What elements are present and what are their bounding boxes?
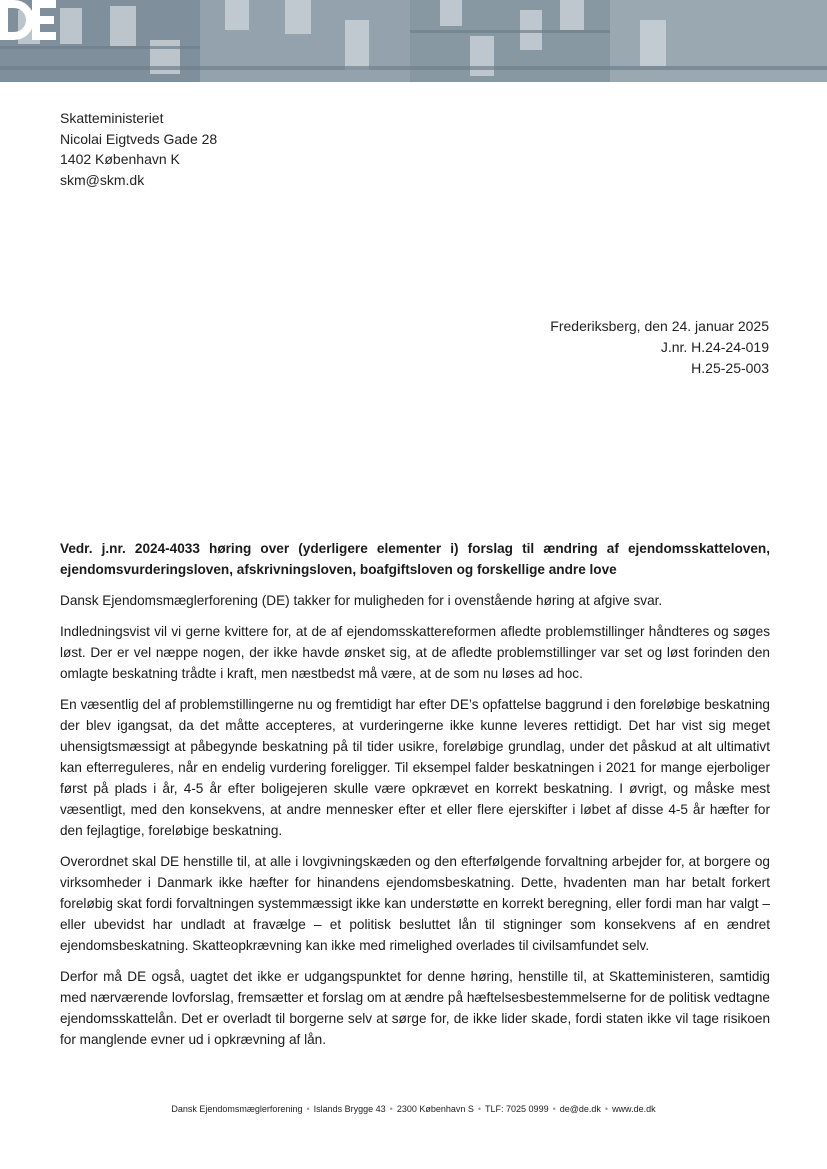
footer-city: 2300 København S: [396, 1104, 474, 1114]
letter-body: [60, 538, 770, 1060]
footer-phone: TLF: 7025 0999: [485, 1104, 549, 1114]
recipient-city: 1402 København K: [60, 151, 180, 167]
recipient-email: skm@skm.dk: [60, 171, 145, 188]
recipient-street: Nicolai Eigtveds Gade 28: [60, 130, 218, 147]
recipient-name: Skatteministeriet: [60, 110, 164, 126]
journal-number-1: J.nr. H.24-24-019: [660, 339, 769, 355]
footer: [0, 1104, 827, 1114]
letter-meta: [550, 316, 769, 379]
paragraph: Overordnet skal DE henstille til, at alle i lovgivningskæden og den efterfølgende forvaltning arbejder for, at borgere og virksomheder i Danmark ikke hæfter for hinandens ejendomsbeskatning. Dette, hvadenten man har betalt forkert foreløbig skat fordi forvaltningen systemmæssigt ikke kan understøtte en korrekt beregning, eller fordi man har valgt – eller ubevidst har undladt at fravælge – et politisk besluttet lån til stigninger som konsekvens af en ændret ejendomsbeskatning. Skatteopkrævning kan ikke med rimelighed overlades til civilsamfundet selv.: [60, 854, 770, 953]
place-date: Frederiksberg, den 24. januar 2025: [550, 318, 769, 334]
journal-number-2: H.25-25-003: [691, 360, 769, 376]
paragraph: Derfor må DE også, uagtet det ikke er udgangspunktet for denne høring, henstille til, at Skatteministeren, samtidig med nærværende lovforslag, fremsætter et forslag om at ændre på hæftelsesbestemmelserne for de politisk vedtagne ejendomsskattelån. Det er overladt til borgerne selv at sørge for, de ikke lider skade, fordi staten ikke vil tage risikoen for manglende evner ud i opkrævning af lån.: [60, 969, 770, 1047]
footer-separator: •: [477, 1104, 482, 1114]
footer-separator: •: [389, 1104, 393, 1114]
paragraph: En væsentlig del af problemstillingerne nu og fremtidigt har efter DE’s opfattelse baggrund i den foreløbige beskatning der blev igangsat, da det måtte accepteres, at vurderingerne ikke kunne leveres rettidigt. Det har vist sig meget uhensigtsmæssigt at påbegynde beskatning på til tider usikre, foreløbige grundlag, under det påskud at alt ultimativt kan efterreguleres, når en endelig vurdering foreligger. Til eksempel falder beskatningen i 2021 for mange ejerboliger først på plads i år, 4-5 år efter boligejeren skulle være opkrævet en korrekt beskatning. I øvrigt, og måske mest væsentligt, med den konsekvens, at andre mennesker efter et eller flere ejerskifter i løbet af disse 4-5 år hæfter for den fejlagtige, foreløbige beskatning.: [60, 697, 770, 838]
paragraph: Indledningsvist vil vi gerne kvittere for, at de af ejendomsskattereformen afledte problemstillinger håndteres og søges løst. Der er vel næppe nogen, der ikke havde ønsket sig, at de afledte problemstillinger var set og løst forinden den omlagte beskatning trådte i kraft, men næstbedst må være, at de som nu løses ad hoc.: [60, 624, 770, 681]
footer-org: Dansk Ejendomsmæglerforening: [171, 1104, 303, 1114]
footer-street: Islands Brygge 43: [313, 1104, 386, 1114]
footer-web[interactable]: www.de.dk: [612, 1104, 656, 1114]
paragraph: Dansk Ejendomsmæglerforening (DE) takker for muligheden for i ovenstående høring at afgive svar.: [60, 593, 663, 608]
footer-separator: •: [306, 1104, 310, 1114]
building-facade-image: [0, 0, 827, 82]
letter-subject: Vedr. j.nr. 2024-4033 høring over (yderligere elementer i) forslag til ændring af ejendomsskatteloven, ejendomsvurderingsloven, afskrivningsloven, boafgiftsloven og forskellige andre love: [60, 541, 770, 577]
recipient-address: [60, 108, 217, 190]
header-banner: [0, 0, 827, 82]
footer-separator: •: [604, 1104, 609, 1114]
footer-email[interactable]: de@de.dk: [559, 1104, 601, 1114]
de-logo: [0, 0, 56, 40]
footer-separator: •: [552, 1104, 556, 1114]
